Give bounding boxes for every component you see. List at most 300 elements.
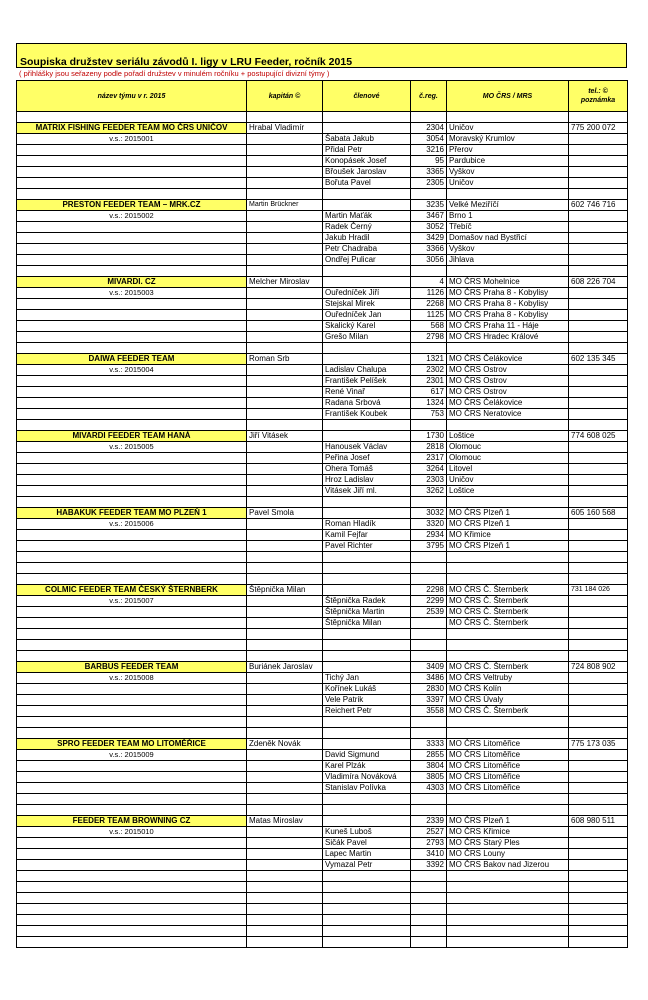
title-bar bbox=[16, 43, 627, 68]
member-cell bbox=[323, 629, 411, 640]
table-row bbox=[17, 519, 628, 530]
member-cell: Štěpnička Milan bbox=[323, 618, 411, 629]
spacer-cell bbox=[569, 805, 628, 816]
table-row bbox=[17, 299, 628, 310]
team-cell bbox=[17, 530, 247, 541]
table-row bbox=[17, 255, 628, 266]
note-cell bbox=[569, 849, 628, 860]
team-cell bbox=[17, 552, 247, 563]
captain-cell bbox=[247, 398, 323, 409]
table-row bbox=[17, 321, 628, 332]
captain-cell bbox=[247, 211, 323, 222]
captain-cell bbox=[247, 453, 323, 464]
member-cell: Ladislav Chalupa bbox=[323, 365, 411, 376]
reg-cell: 3392 bbox=[411, 860, 447, 871]
spacer-cell bbox=[411, 904, 447, 915]
spacer-cell bbox=[447, 420, 569, 431]
table-row bbox=[17, 123, 628, 134]
mo-cell: MO ČRS Plzeň 1 bbox=[447, 519, 569, 530]
reg-cell: 2855 bbox=[411, 750, 447, 761]
spacer-cell bbox=[411, 728, 447, 739]
spacer-cell bbox=[323, 882, 411, 893]
note-cell bbox=[569, 211, 628, 222]
spacer-cell bbox=[323, 651, 411, 662]
spacer-cell bbox=[569, 112, 628, 123]
captain-cell: Martin Brückner bbox=[247, 200, 323, 211]
table-row bbox=[17, 277, 628, 288]
note-cell bbox=[569, 684, 628, 695]
member-cell: Vitásek Jiří ml. bbox=[323, 486, 411, 497]
phone-cell: 608 980 511 bbox=[569, 816, 628, 827]
table-row bbox=[17, 629, 628, 640]
reg-cell: 568 bbox=[411, 321, 447, 332]
spacer-cell bbox=[17, 728, 247, 739]
phone-cell: 602 135 345 bbox=[569, 354, 628, 365]
note-cell bbox=[569, 640, 628, 651]
note-cell bbox=[569, 486, 628, 497]
note-cell bbox=[569, 673, 628, 684]
mo-cell: MO ČRS Čelákovice bbox=[447, 398, 569, 409]
spacer-cell bbox=[323, 904, 411, 915]
mo-cell: Uničov bbox=[447, 123, 569, 134]
member-cell: René Vinař bbox=[323, 387, 411, 398]
mo-cell: MO ČRS Ostrov bbox=[447, 376, 569, 387]
header-captain: kapitán © bbox=[247, 81, 323, 112]
spacer-cell bbox=[447, 266, 569, 277]
spacer-cell bbox=[447, 805, 569, 816]
table-row bbox=[17, 200, 628, 211]
reg-cell: 3486 bbox=[411, 673, 447, 684]
mo-cell: Moravský Krumlov bbox=[447, 134, 569, 145]
reg-cell: 2793 bbox=[411, 838, 447, 849]
spacer-cell bbox=[569, 728, 628, 739]
team-name: HABAKUK FEEDER TEAM MO PLZEŇ 1 bbox=[17, 508, 247, 519]
note-cell bbox=[569, 860, 628, 871]
spacer-cell bbox=[247, 574, 323, 585]
reg-cell: 1321 bbox=[411, 354, 447, 365]
table-row bbox=[17, 156, 628, 167]
spacer-cell bbox=[411, 112, 447, 123]
mo-cell bbox=[447, 794, 569, 805]
table-row bbox=[17, 585, 628, 596]
team-cell bbox=[17, 233, 247, 244]
captain-cell bbox=[247, 442, 323, 453]
mo-cell bbox=[447, 871, 569, 882]
mo-cell: Olomouc bbox=[447, 442, 569, 453]
member-cell: Radek Černý bbox=[323, 222, 411, 233]
reg-cell: 2305 bbox=[411, 178, 447, 189]
spacer-cell bbox=[247, 266, 323, 277]
header-tel: tel.: © poznámka bbox=[569, 81, 628, 112]
spacer-cell bbox=[569, 266, 628, 277]
table-row bbox=[17, 695, 628, 706]
spacer-row bbox=[17, 189, 628, 200]
reg-cell: 3795 bbox=[411, 541, 447, 552]
header-team: název týmu v r. 2015 bbox=[17, 81, 247, 112]
mo-cell: MO ČRS Čelákovice bbox=[447, 354, 569, 365]
reg-cell: 1125 bbox=[411, 310, 447, 321]
spacer-cell bbox=[447, 343, 569, 354]
spacer-cell bbox=[411, 926, 447, 937]
table-row bbox=[17, 464, 628, 475]
table-row bbox=[17, 167, 628, 178]
mo-cell: MO ČRS Litoměřice bbox=[447, 739, 569, 750]
team-cell bbox=[17, 761, 247, 772]
team-cell bbox=[17, 794, 247, 805]
reg-cell: 2302 bbox=[411, 365, 447, 376]
note-cell bbox=[569, 695, 628, 706]
spacer-cell bbox=[323, 893, 411, 904]
mo-cell: MO ČRS Litoměřice bbox=[447, 783, 569, 794]
spacer-cell bbox=[569, 893, 628, 904]
team-cell bbox=[17, 156, 247, 167]
team-cell bbox=[17, 640, 247, 651]
mo-cell: MO ČRS Ostrov bbox=[447, 365, 569, 376]
team-name: COLMIC FEEDER TEAM ČESKÝ ŠTERNBERK bbox=[17, 585, 247, 596]
member-cell: Ouředníček Jiří bbox=[323, 288, 411, 299]
mo-cell: MO ČRS Mohelnice bbox=[447, 277, 569, 288]
reg-cell: 3805 bbox=[411, 772, 447, 783]
reg-cell: 2299 bbox=[411, 596, 447, 607]
team-cell bbox=[17, 541, 247, 552]
member-cell: Štěpnička Radek bbox=[323, 596, 411, 607]
team-name: MIVARDI. CZ bbox=[17, 277, 247, 288]
mo-cell: MO ČRS Č. Šternberk bbox=[447, 596, 569, 607]
reg-cell: 3397 bbox=[411, 695, 447, 706]
table-row bbox=[17, 552, 628, 563]
captain-cell bbox=[247, 618, 323, 629]
spacer-cell bbox=[569, 651, 628, 662]
captain-cell bbox=[247, 167, 323, 178]
note-cell bbox=[569, 134, 628, 145]
team-cell bbox=[17, 849, 247, 860]
note-cell bbox=[569, 541, 628, 552]
reg-cell: 3032 bbox=[411, 508, 447, 519]
note-cell bbox=[569, 750, 628, 761]
table-row bbox=[17, 717, 628, 728]
table-row bbox=[17, 761, 628, 772]
team-cell bbox=[17, 618, 247, 629]
team-cell bbox=[17, 684, 247, 695]
team-cell bbox=[17, 629, 247, 640]
spacer-cell bbox=[447, 904, 569, 915]
captain-cell bbox=[247, 783, 323, 794]
spacer-cell bbox=[411, 882, 447, 893]
note-cell bbox=[569, 453, 628, 464]
team-vs-code: v.s.: 2015002 bbox=[17, 211, 247, 222]
team-name: PRESTON FEEDER TEAM – MRK.CZ bbox=[17, 200, 247, 211]
spacer-cell bbox=[247, 926, 323, 937]
member-cell bbox=[323, 871, 411, 882]
captain-cell bbox=[247, 244, 323, 255]
table-row bbox=[17, 431, 628, 442]
table-row bbox=[17, 541, 628, 552]
spacer-cell bbox=[323, 805, 411, 816]
reg-cell: 95 bbox=[411, 156, 447, 167]
member-cell: Konopásek Josef bbox=[323, 156, 411, 167]
spacer-cell bbox=[447, 728, 569, 739]
table-row bbox=[17, 211, 628, 222]
captain-cell bbox=[247, 310, 323, 321]
note-cell bbox=[569, 222, 628, 233]
team-cell bbox=[17, 398, 247, 409]
spacer-cell bbox=[569, 937, 628, 948]
captain-cell bbox=[247, 607, 323, 618]
spacer-cell bbox=[17, 266, 247, 277]
mo-cell: Pardubice bbox=[447, 156, 569, 167]
spacer-row bbox=[17, 893, 628, 904]
member-cell: Karel Plzák bbox=[323, 761, 411, 772]
captain-cell bbox=[247, 772, 323, 783]
spacer-cell bbox=[411, 805, 447, 816]
mo-cell: MO ČRS Litoměřice bbox=[447, 772, 569, 783]
note-cell bbox=[569, 838, 628, 849]
table-row bbox=[17, 530, 628, 541]
table-row bbox=[17, 178, 628, 189]
team-cell bbox=[17, 145, 247, 156]
mo-cell: MO ČRS Starý Ples bbox=[447, 838, 569, 849]
reg-cell: 3262 bbox=[411, 486, 447, 497]
reg-cell bbox=[411, 618, 447, 629]
header-row bbox=[17, 81, 628, 112]
mo-cell: Uničov bbox=[447, 475, 569, 486]
table-row bbox=[17, 563, 628, 574]
phone-cell: 775 200 072 bbox=[569, 123, 628, 134]
member-cell: Bořuta Pavel bbox=[323, 178, 411, 189]
captain-cell bbox=[247, 706, 323, 717]
member-cell: Stejskal Mirek bbox=[323, 299, 411, 310]
mo-cell: Třebíč bbox=[447, 222, 569, 233]
spacer-cell bbox=[447, 882, 569, 893]
spacer-row bbox=[17, 926, 628, 937]
captain-cell: Pavel Smola bbox=[247, 508, 323, 519]
table-row bbox=[17, 398, 628, 409]
spacer-row bbox=[17, 574, 628, 585]
table-row bbox=[17, 387, 628, 398]
mo-cell: MO ČRS Praha 8 - Kobylisy bbox=[447, 310, 569, 321]
table-row bbox=[17, 772, 628, 783]
phone-cell: 774 608 025 bbox=[569, 431, 628, 442]
captain-cell bbox=[247, 288, 323, 299]
captain-cell bbox=[247, 530, 323, 541]
captain-cell bbox=[247, 365, 323, 376]
note-cell bbox=[569, 409, 628, 420]
member-cell bbox=[323, 277, 411, 288]
spacer-cell bbox=[247, 189, 323, 200]
mo-cell: MO ČRS Louny bbox=[447, 849, 569, 860]
spacer-cell bbox=[17, 497, 247, 508]
captain-cell: Štěpnička Milan bbox=[247, 585, 323, 596]
team-cell bbox=[17, 695, 247, 706]
member-cell: Pavel Richter bbox=[323, 541, 411, 552]
mo-cell bbox=[447, 629, 569, 640]
team-name: MATRIX FISHING FEEDER TEAM MO ČRS UNIČOV bbox=[17, 123, 247, 134]
mo-cell: Litovel bbox=[447, 464, 569, 475]
reg-cell: 3320 bbox=[411, 519, 447, 530]
spacer-row bbox=[17, 266, 628, 277]
mo-cell: MO ČRS Bakov nad Jizerou bbox=[447, 860, 569, 871]
table-row bbox=[17, 684, 628, 695]
member-cell: Stanislav Polívka bbox=[323, 783, 411, 794]
member-cell bbox=[323, 123, 411, 134]
team-cell bbox=[17, 310, 247, 321]
reg-cell: 2301 bbox=[411, 376, 447, 387]
mo-cell: Vyškov bbox=[447, 167, 569, 178]
reg-cell: 3264 bbox=[411, 464, 447, 475]
team-vs-code: v.s.: 2015001 bbox=[17, 134, 247, 145]
note-cell bbox=[569, 299, 628, 310]
table-row bbox=[17, 310, 628, 321]
reg-cell: 2934 bbox=[411, 530, 447, 541]
note-cell bbox=[569, 387, 628, 398]
table-row bbox=[17, 233, 628, 244]
captain-cell bbox=[247, 794, 323, 805]
team-name: BARBUS FEEDER TEAM bbox=[17, 662, 247, 673]
reg-cell: 3235 bbox=[411, 200, 447, 211]
spacer-row bbox=[17, 651, 628, 662]
mo-cell: MO ČRS Praha 8 - Kobylisy bbox=[447, 288, 569, 299]
captain-cell bbox=[247, 871, 323, 882]
captain-cell bbox=[247, 629, 323, 640]
table-row bbox=[17, 750, 628, 761]
member-cell bbox=[323, 431, 411, 442]
member-cell: Tichý Jan bbox=[323, 673, 411, 684]
team-cell bbox=[17, 222, 247, 233]
spacer-row bbox=[17, 497, 628, 508]
captain-cell bbox=[247, 475, 323, 486]
member-cell: Přidal Petr bbox=[323, 145, 411, 156]
spacer-cell bbox=[323, 112, 411, 123]
spacer-cell bbox=[17, 112, 247, 123]
captain-cell bbox=[247, 486, 323, 497]
reg-cell: 3558 bbox=[411, 706, 447, 717]
note-cell bbox=[569, 244, 628, 255]
spacer-cell bbox=[447, 189, 569, 200]
member-cell bbox=[323, 662, 411, 673]
mo-cell: MO ČRS Ostrov bbox=[447, 387, 569, 398]
member-cell: Ondřej Pulicar bbox=[323, 255, 411, 266]
spacer-cell bbox=[17, 904, 247, 915]
spacer-row bbox=[17, 915, 628, 926]
spacer-cell bbox=[447, 926, 569, 937]
note-cell bbox=[569, 475, 628, 486]
spacer-cell bbox=[411, 893, 447, 904]
table-row bbox=[17, 706, 628, 717]
note-cell bbox=[569, 629, 628, 640]
member-cell: Skalický Karel bbox=[323, 321, 411, 332]
spacer-cell bbox=[247, 937, 323, 948]
team-cell bbox=[17, 332, 247, 343]
mo-cell: MO ČRS Neratovice bbox=[447, 409, 569, 420]
spacer-cell bbox=[569, 343, 628, 354]
note-cell bbox=[569, 332, 628, 343]
reg-cell: 3052 bbox=[411, 222, 447, 233]
phone-cell: 724 808 902 bbox=[569, 662, 628, 673]
note-cell bbox=[569, 321, 628, 332]
member-cell: Martin Maťák bbox=[323, 211, 411, 222]
spacer-row bbox=[17, 904, 628, 915]
spacer-cell bbox=[17, 651, 247, 662]
spacer-cell bbox=[569, 574, 628, 585]
spacer-cell bbox=[323, 266, 411, 277]
spacer-cell bbox=[17, 915, 247, 926]
member-cell: Ohera Tomáš bbox=[323, 464, 411, 475]
member-cell: Peřina Josef bbox=[323, 453, 411, 464]
note-cell bbox=[569, 310, 628, 321]
reg-cell: 3366 bbox=[411, 244, 447, 255]
member-cell: Štěpnička Martin bbox=[323, 607, 411, 618]
member-cell: Vymazal Petr bbox=[323, 860, 411, 871]
team-vs-code: v.s.: 2015003 bbox=[17, 288, 247, 299]
captain-cell bbox=[247, 552, 323, 563]
page-title: Soupiska družstev seriálu závodů I. ligy v LRU Feeder, ročník 2015 bbox=[20, 56, 353, 68]
captain-cell bbox=[247, 145, 323, 156]
note-cell bbox=[569, 530, 628, 541]
mo-cell: Velké Meziříčí bbox=[447, 200, 569, 211]
team-cell bbox=[17, 409, 247, 420]
spacer-cell bbox=[17, 343, 247, 354]
team-cell bbox=[17, 486, 247, 497]
reg-cell: 4 bbox=[411, 277, 447, 288]
spacer-cell bbox=[411, 937, 447, 948]
table-row bbox=[17, 145, 628, 156]
phone-cell: 602 746 716 bbox=[569, 200, 628, 211]
member-cell: Vele Patrik bbox=[323, 695, 411, 706]
table-row bbox=[17, 134, 628, 145]
note-cell bbox=[569, 563, 628, 574]
header-mo: MO ČRS / MRS bbox=[447, 81, 569, 112]
captain-cell: Matas Miroslav bbox=[247, 816, 323, 827]
reg-cell: 3054 bbox=[411, 134, 447, 145]
spacer-cell bbox=[447, 112, 569, 123]
reg-cell bbox=[411, 794, 447, 805]
spacer-cell bbox=[323, 189, 411, 200]
captain-cell bbox=[247, 673, 323, 684]
mo-cell bbox=[447, 640, 569, 651]
spacer-cell bbox=[411, 651, 447, 662]
captain-cell: Hrabal Vladimír bbox=[247, 123, 323, 134]
mo-cell: MO ČRS Č. Šternberk bbox=[447, 618, 569, 629]
captain-cell bbox=[247, 299, 323, 310]
team-cell bbox=[17, 244, 247, 255]
mo-cell: MO ČRS Plzeň 1 bbox=[447, 541, 569, 552]
reg-cell: 3467 bbox=[411, 211, 447, 222]
reg-cell: 3804 bbox=[411, 761, 447, 772]
reg-cell bbox=[411, 629, 447, 640]
phone-cell: 775 173 035 bbox=[569, 739, 628, 750]
mo-cell: MO ČRS Křimice bbox=[447, 827, 569, 838]
captain-cell bbox=[247, 596, 323, 607]
spacer-cell bbox=[411, 497, 447, 508]
table-row bbox=[17, 816, 628, 827]
spacer-cell bbox=[447, 651, 569, 662]
reg-cell: 3333 bbox=[411, 739, 447, 750]
table-row bbox=[17, 827, 628, 838]
team-cell bbox=[17, 376, 247, 387]
spacer-row bbox=[17, 937, 628, 948]
member-cell: Jakub Hradil bbox=[323, 233, 411, 244]
table-row bbox=[17, 453, 628, 464]
mo-cell: Domašov nad Bystřicí bbox=[447, 233, 569, 244]
mo-cell bbox=[447, 552, 569, 563]
spacer-cell bbox=[17, 937, 247, 948]
member-cell: Kamil Fejfar bbox=[323, 530, 411, 541]
captain-cell bbox=[247, 332, 323, 343]
table-row bbox=[17, 607, 628, 618]
team-cell bbox=[17, 860, 247, 871]
spacer-cell bbox=[411, 343, 447, 354]
mo-cell: MO ČRS Plzeň 1 bbox=[447, 816, 569, 827]
